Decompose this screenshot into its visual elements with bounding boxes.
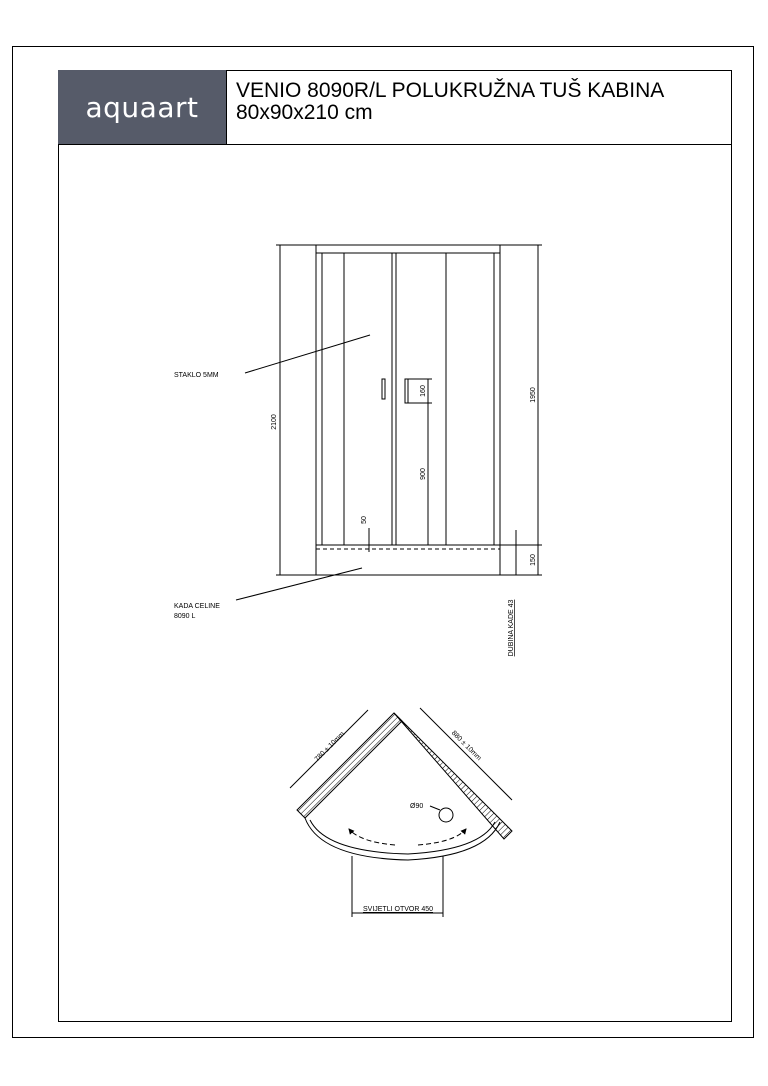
brand-logo-text: aquaart xyxy=(85,90,199,124)
drain-leader xyxy=(430,806,440,810)
door-handle-left xyxy=(382,379,385,399)
dim-bottom-gap: 50 xyxy=(361,516,368,524)
front-view-labels xyxy=(174,372,537,656)
plan-view-labels xyxy=(314,730,483,913)
dim-right-side: 880 ± 10mm xyxy=(449,729,483,763)
front-view xyxy=(236,245,542,600)
glass-leader xyxy=(245,335,370,373)
slide-arrow-right xyxy=(418,829,466,845)
slide-arrow-left xyxy=(349,829,395,845)
plan-view xyxy=(290,708,512,917)
opening-label: SVIJETLI OTVOR 450 xyxy=(362,906,434,913)
dim-tray-height: 150 xyxy=(530,554,537,566)
dim-total-height: 2100 xyxy=(271,414,278,430)
dim-left-side: 780 ± 10mm xyxy=(313,730,347,764)
product-title: VENIO 8090R/L POLUKRUŽNA TUŠ KABINA xyxy=(236,79,665,102)
tray-depth-label: DUBINA KADE 43 xyxy=(508,599,515,657)
dim-handle-height: 900 xyxy=(420,468,427,480)
right-door-panel xyxy=(396,253,446,545)
cabin-top-rail xyxy=(316,245,500,253)
left-fixed-panel xyxy=(322,253,344,545)
door-handle-right xyxy=(405,379,408,403)
tray-leader xyxy=(236,568,362,600)
tray-label-line1: KADA CELINE xyxy=(174,603,220,610)
product-dimensions: 80x90x210 cm xyxy=(236,101,373,124)
right-fixed-panel xyxy=(446,253,494,545)
drain-label: Ø90 xyxy=(410,803,424,810)
dim-handle-length: 160 xyxy=(420,385,427,397)
drain-circle xyxy=(439,808,453,822)
glass-label: STAKLO 5MM xyxy=(174,372,219,379)
tray-label-line2: 8090 L xyxy=(174,613,196,620)
dim-cabin-height: 1950 xyxy=(530,387,537,403)
